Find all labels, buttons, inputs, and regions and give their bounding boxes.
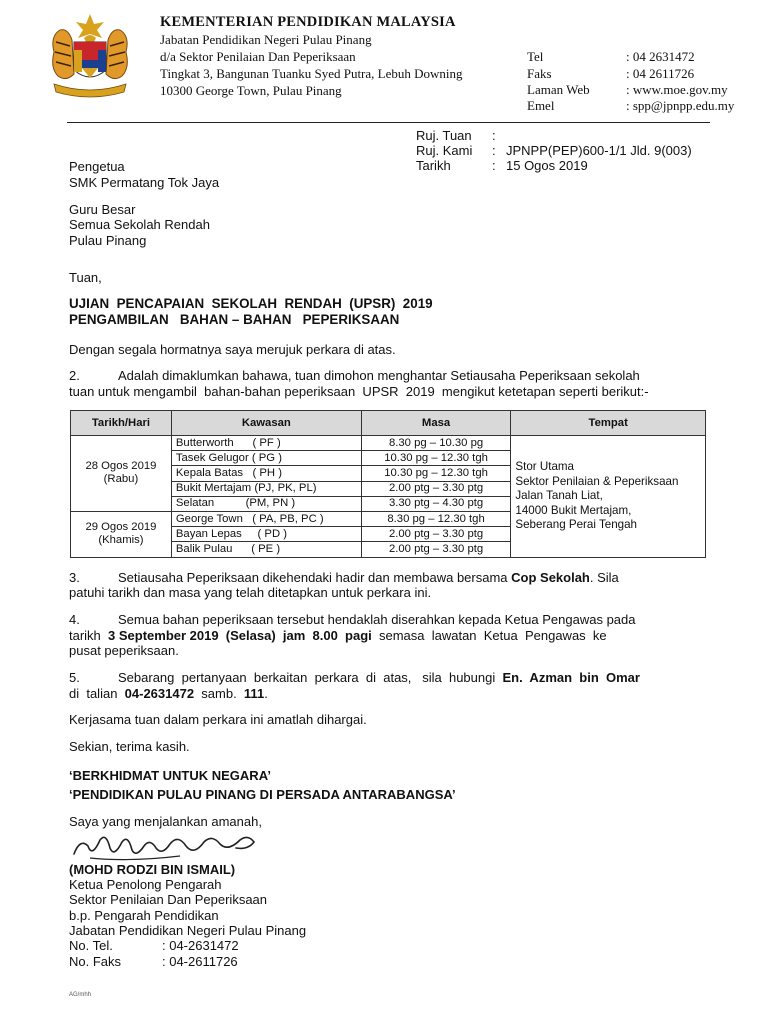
intro-text: Dengan segala hormatnya saya merujuk perkara di atas. [69,342,396,357]
coat-of-arms-icon [40,12,140,104]
contact-value-fax: : 04 2611726 [626,66,695,81]
ref-label: Tarikh [416,158,451,173]
motto-line: ‘PENDIDIKAN PULAU PINANG DI PERSADA ANTARABANGSA’ [69,787,456,802]
day-text: (Khamis) [98,534,144,547]
contact-value-email: : spp@jpnpp.edu.my [626,98,735,113]
para5-text: . [264,686,268,701]
address-line: d/a Sektor Penilaian Dan Peperiksaan [160,49,356,64]
ministry-name: KEMENTERIAN PENDIDIKAN MALAYSIA [160,14,456,30]
para2-line: Adalah dimaklumkan bahawa, tuan dimohon menghantar Setiausaha Peperiksaan sekolah [118,368,640,383]
ref-colon: : [492,143,496,158]
para5-line [69,686,268,701]
closing-text: Sekian, terima kasih. [69,739,190,754]
exam-collection-table [70,410,706,558]
kawasan-cell: Bayan Lepas ( PD ) [171,527,361,542]
date-text: 29 Ogos 2019 [85,521,157,534]
para4-line: Semua bahan peperiksaan tersebut hendaklah diserahkan kepada Ketua Pengawas pada [118,612,636,627]
masa-cell: 2.00 ptg – 3.30 ptg [361,527,511,542]
contact-label-web: Laman Web [527,82,590,97]
contact-label-tel: Tel [527,49,544,64]
table-header: Kawasan [171,411,361,436]
cop-sekolah-text: Cop Sekolah [511,570,590,585]
masa-cell: 2.00 ptg – 3.30 ptg [361,542,511,557]
address-line: 10300 George Town, Pulau Pinang [160,83,342,98]
para3-text: Setiausaha Peperiksaan dikehendaki hadir dan membawa bersama [118,570,512,585]
para3-text: . Sila [589,570,619,585]
recipient-line: Semua Sekolah Rendah [69,217,210,232]
signer-line: Ketua Penolong Pengarah [69,877,222,892]
kawasan-cell: Tasek Gelugor ( PG ) [171,451,361,466]
recipient-line: Guru Besar [69,202,136,217]
date-cell [71,436,172,512]
date-cell [71,511,172,557]
address-line: Jabatan Pendidikan Negeri Pulau Pinang [160,32,372,47]
signer-line: Sektor Penilaian Dan Peperiksaan [69,892,268,907]
sign-intro: Saya yang menjalankan amanah, [69,814,262,829]
para5-text: Sebarang pertanyaan berkaitan perkara di atas, sila hubungi [118,670,503,685]
tempat-line: Seberang Perai Tengah [515,518,637,531]
kawasan-cell: Bukit Mertajam (PJ, PK, PL) [171,481,361,496]
ref-value: 15 Ogos 2019 [506,158,588,173]
masa-cell: 10.30 pg – 12.30 tgh [361,451,511,466]
recipient-line: SMK Permatang Tok Jaya [69,175,220,190]
kawasan-cell: Kepala Batas ( PH ) [171,466,361,481]
address-line: Tingkat 3, Bangunan Tuanku Syed Putra, Lebuh Downing [160,66,463,81]
recipient-line: Pengetua [69,159,125,174]
para-number: 5. [69,670,80,685]
phone-text: 04-2631472 [124,686,195,701]
para5-text: di talian [69,686,125,701]
para-number: 2. [69,368,80,383]
para4-text: tarikh [69,628,109,643]
para4-text: semasa lawatan Ketua Pengawas ke [371,628,607,643]
kawasan-cell: Selatan (PM, PN ) [171,496,361,511]
header-divider [67,122,710,123]
extension-text: 111 [243,686,265,701]
signature-icon [70,828,260,864]
tempat-line: Sektor Penilaian & Peperiksaan [515,474,679,488]
table-header: Tempat [511,411,706,436]
table-header-row [71,411,706,436]
kawasan-cell: George Town ( PA, PB, PC ) [171,511,361,526]
deadline-text: 3 September 2019 (Selasa) jam 8.00 pagi [108,628,372,643]
para3-line: patuhi tarikh dan masa yang telah ditetapkan untuk perkara ini. [69,585,432,600]
signer-fax-value: : 04-2611726 [162,954,238,969]
tempat-line: Jalan Tanah Liat, [515,489,603,502]
contact-value-tel: : 04 2631472 [626,49,695,64]
subject-line: PENGAMBILAN BAHAN – BAHAN PEPERIKSAAN [69,312,400,327]
para3-line [118,570,619,585]
para-number: 3. [69,570,80,585]
contact-label-fax: Faks [527,66,552,81]
tempat-line: 14000 Bukit Mertajam, [515,503,632,517]
day-text: (Rabu) [103,473,139,486]
para4-line [69,628,607,643]
masa-cell: 8.30 pg – 10.30 pg [361,436,511,451]
date-text: 28 Ogos 2019 [85,460,157,473]
kawasan-cell: Balik Pulau ( PE ) [171,542,361,557]
masa-cell: 10.30 pg – 12.30 tgh [361,466,511,481]
signer-line: b.p. Pengarah Pendidikan [69,908,219,923]
ref-label: Ruj. Tuan [416,128,472,143]
signer-tel-value: : 04-2631472 [162,938,239,953]
masa-cell: 8.30 pg – 12.30 tgh [361,511,511,526]
salutation: Tuan, [69,270,102,285]
contact-value-web: : www.moe.gov.my [626,82,728,97]
table-header: Tarikh/Hari [71,411,172,436]
signer-line: Jabatan Pendidikan Negeri Pulau Pinang [69,923,307,938]
ref-colon: : [492,158,496,173]
para-number: 4. [69,612,80,627]
tempat-cell [511,436,706,558]
para5-text: samb. [194,686,244,701]
recipient-line: Pulau Pinang [69,233,147,248]
ref-label: Ruj. Kami [416,143,473,158]
contact-person-text: En. Azman bin Omar [502,670,640,685]
para2-line: tuan untuk mengambil bahan-bahan peperiksaan UPSR 2019 mengikut ketetapan seperti berikut:- [69,384,649,399]
motto-line: ‘BERKHIDMAT UNTUK NEGARA’ [69,768,271,783]
contact-label-email: Emel [527,98,555,113]
tempat-line: Stor Utama [515,460,575,473]
para4-line: pusat peperiksaan. [69,643,179,658]
subject-line: UJIAN PENCAPAIAN SEKOLAH RENDAH (UPSR) 2019 [69,296,433,311]
footer-code: AG/mhh [69,992,92,998]
masa-cell: 3.30 ptg – 4.30 ptg [361,496,511,511]
signer-name: (MOHD RODZI BIN ISMAIL) [69,862,236,877]
kawasan-cell: Butterworth ( PF ) [171,436,361,451]
closing-text: Kerjasama tuan dalam perkara ini amatlah dihargai. [69,712,367,727]
ref-value: JPNPP(PEP)600-1/1 Jld. 9(003) [506,143,692,158]
para5-line [118,670,640,685]
table-row [71,436,706,451]
table-header: Masa [361,411,511,436]
ref-colon: : [492,128,496,143]
masa-cell: 2.00 ptg – 3.30 ptg [361,481,511,496]
signer-fax-label: No. Faks [69,954,122,969]
signer-tel-label: No. Tel. [69,938,113,953]
